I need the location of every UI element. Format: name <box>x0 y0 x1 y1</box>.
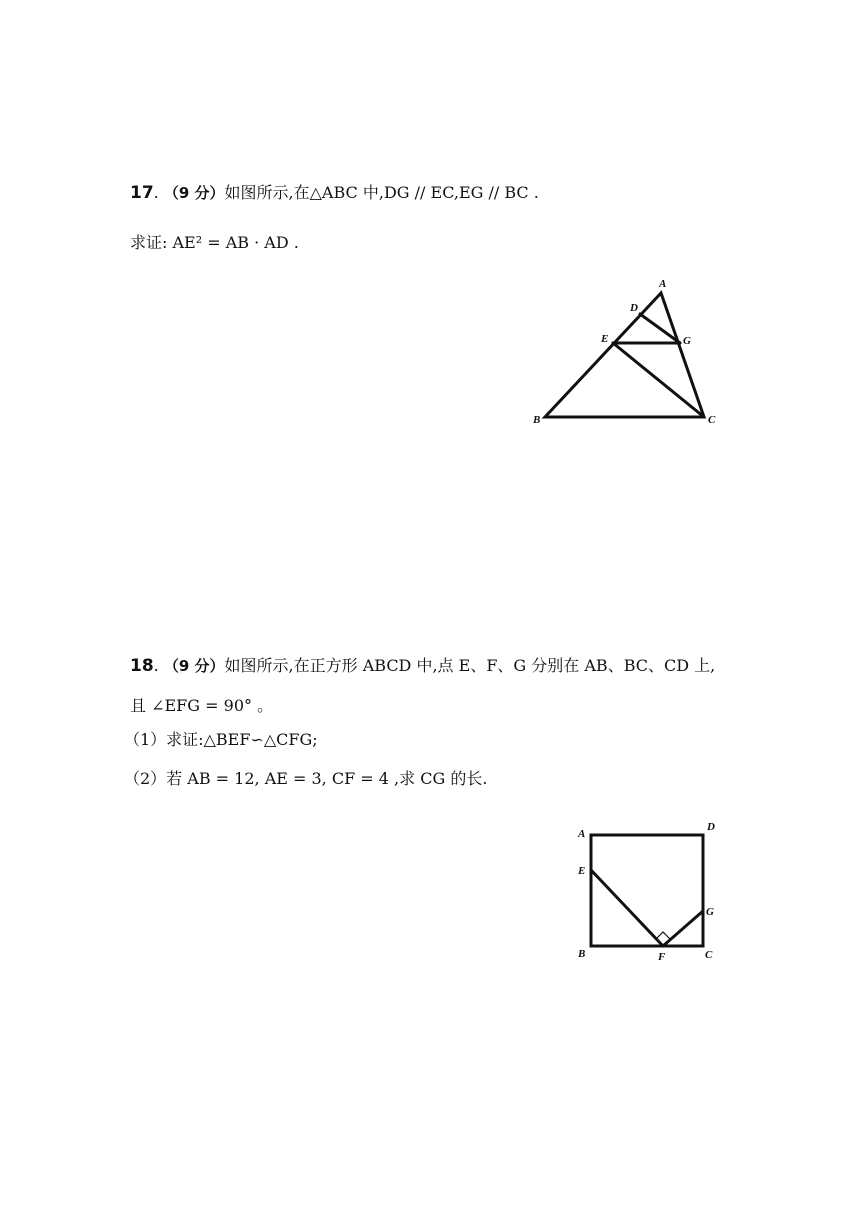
q18-points: （9 分） <box>163 657 225 675</box>
label-b: B <box>533 414 541 426</box>
label-b: B <box>578 948 586 960</box>
label-g: G <box>683 335 691 347</box>
q17-heading <box>130 183 539 203</box>
label-a: A <box>578 828 586 840</box>
label-c: C <box>705 949 713 961</box>
label-e: E <box>601 333 609 345</box>
q18-condition: 且 ∠EFG = 90° 。 <box>130 696 274 715</box>
label-f: F <box>658 951 666 963</box>
label-d: D <box>707 821 715 833</box>
label-d: D <box>630 302 638 314</box>
q17-proof-statement: 求证: AE² = AB · AD . <box>130 233 299 252</box>
q18-part2: （2）若 AB = 12, AE = 3, CF = 4 ,求 CG 的长. <box>124 769 488 788</box>
q18-dot: . <box>153 656 159 675</box>
q18-text: 如图所示,在正方形 ABCD 中,点 E、F、G 分别在 AB、BC、CD 上, <box>224 656 716 675</box>
q18-number: 18 <box>130 656 154 676</box>
label-a: A <box>659 278 667 290</box>
label-g: G <box>706 906 714 918</box>
right-angle-mark <box>656 932 670 939</box>
q18-part1: （1）求证:△BEF∽△CFG; <box>124 730 318 749</box>
q17-triangle-figure <box>530 276 730 436</box>
q17-dot: . <box>153 183 159 202</box>
segment-fg <box>663 911 703 946</box>
q18-heading <box>130 656 715 676</box>
label-e: E <box>578 865 586 877</box>
q17-number: 17 <box>130 183 154 203</box>
q18-square-figure <box>572 818 732 968</box>
q17-points: （9 分） <box>163 184 225 202</box>
label-c: C <box>708 414 716 426</box>
segment-ef <box>591 870 663 946</box>
q17-text: 如图所示,在△ABC 中,DG // EC,EG // BC . <box>224 183 539 202</box>
